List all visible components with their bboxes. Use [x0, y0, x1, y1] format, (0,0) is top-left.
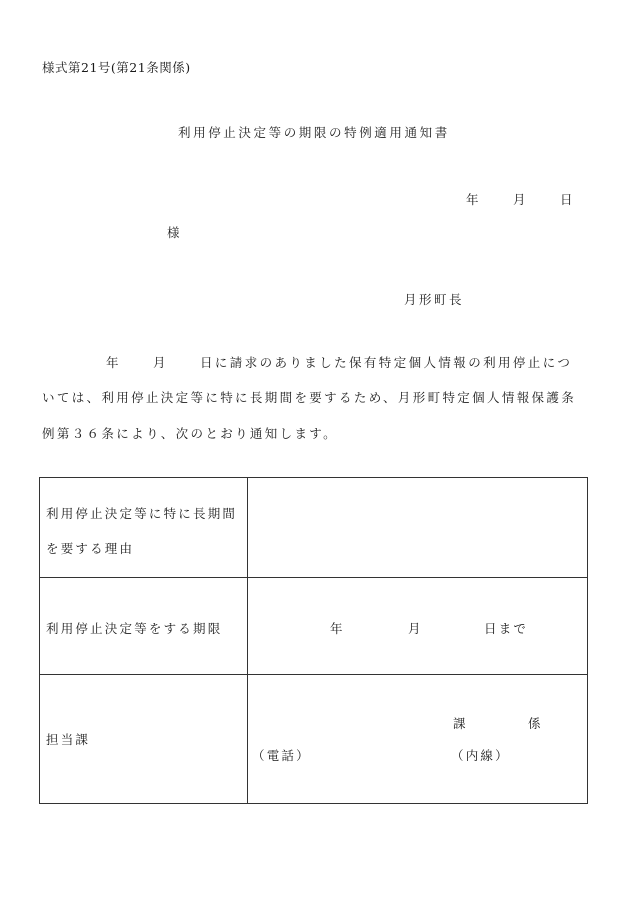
phone-label: （電話） — [252, 748, 311, 763]
department-row — [40, 674, 587, 804]
body-month-label: 月 — [153, 355, 166, 370]
deadline-row — [40, 577, 587, 675]
column-divider — [247, 478, 248, 803]
body-year-label: 年 — [106, 355, 119, 370]
department-label: 担当課 — [46, 732, 91, 747]
date-month-label: 月 — [513, 192, 526, 207]
addressee-honorific: 様 — [167, 225, 180, 240]
form-number: 様式第21号(第21条関係) — [42, 60, 191, 75]
unit-label: 係 — [528, 716, 543, 731]
body-line-2: いては、利用停止決定等に特に長期間を要するため、月形町特定個人情報保護条 — [42, 390, 577, 405]
body-line-1: 日に請求のありました保有特定個人情報の利用停止につ — [200, 355, 573, 370]
extension-label: （内線） — [451, 748, 510, 763]
issuer-name: 月形町長 — [404, 292, 465, 307]
date-day-label: 日 — [560, 192, 573, 207]
deadline-year-label: 年 — [330, 621, 345, 636]
reason-label-line-2: を要する理由 — [46, 541, 135, 556]
deadline-month-label: 月 — [408, 621, 423, 636]
document-title: 利用停止決定等の期限の特例適用通知書 — [178, 125, 450, 140]
notice-table — [39, 477, 588, 804]
deadline-day-label: 日まで — [484, 621, 529, 636]
date-year-label: 年 — [466, 192, 479, 207]
reason-row — [40, 478, 587, 578]
section-label: 課 — [453, 716, 468, 731]
deadline-label: 利用停止決定等をする期限 — [46, 621, 223, 636]
body-line-3: 例第３６条により、次のとおり通知します。 — [42, 426, 339, 441]
reason-label-line-1: 利用停止決定等に特に長期間 — [46, 506, 238, 521]
